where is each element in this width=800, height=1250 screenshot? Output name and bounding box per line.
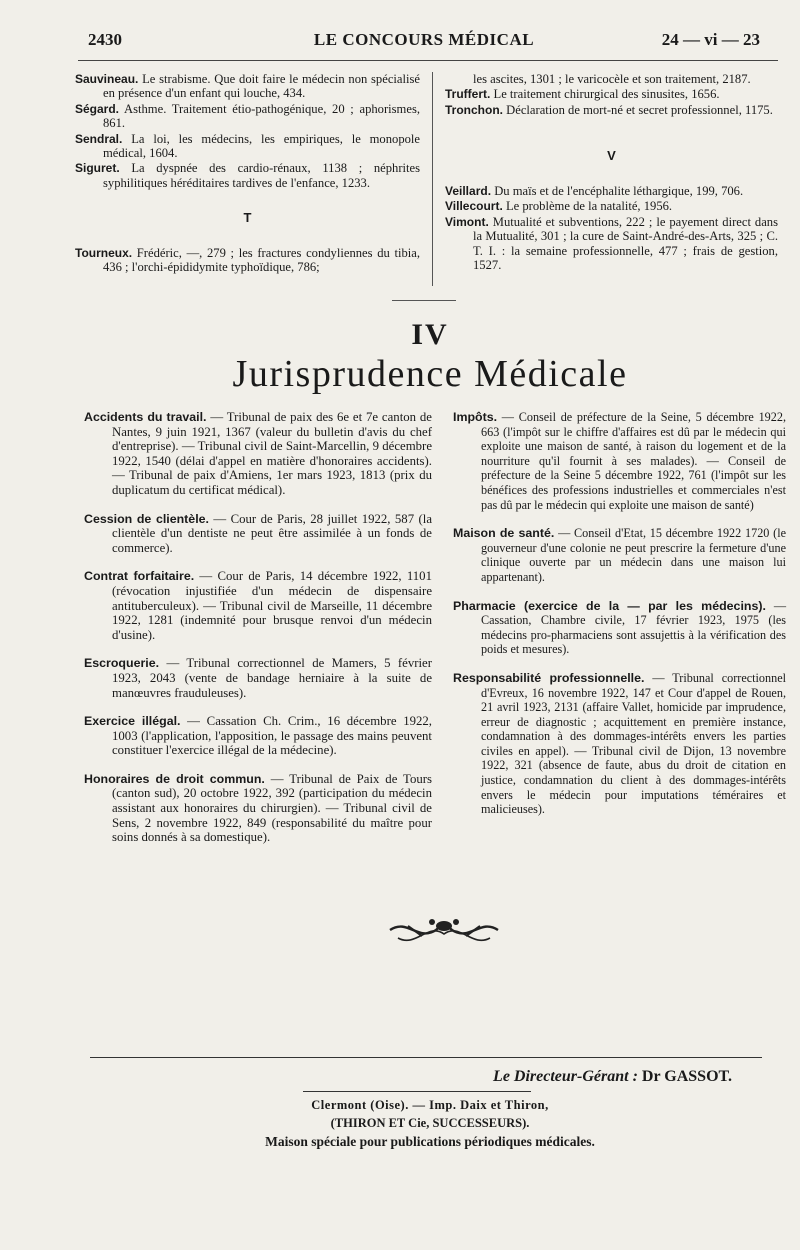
imprint-line-2: (THIRON ET Cie, SUCCESSEURS).: [330, 1116, 530, 1130]
entry-name: Honoraires de droit commun.: [84, 771, 265, 786]
entry-text: Asthme. Traitement étio-pathogénique, 20 ; aphorismes, 861.: [103, 101, 420, 131]
page-number: 2430: [88, 30, 122, 49]
index-left-t-column: [75, 246, 420, 276]
entry-text: Le problème de la natalité, 1956.: [505, 199, 673, 214]
section-title: Jurisprudence Médicale: [232, 353, 628, 395]
jurisprudence-entry: [84, 410, 432, 498]
entry-name: Escroquerie.: [84, 656, 160, 671]
entry-text: — Cassation, Chambre civile, 17 février 1923, 1975 (les médecins pro-pharmaciens sont assujettis à la vérification des poids et mesures).: [481, 598, 787, 657]
index-entry: [445, 72, 778, 86]
entry-text: Déclaration de mort-né et secret professionnel, 1175.: [506, 102, 773, 117]
entry-text: — Tribunal de Paix de Tours (canton sud), 20 octobre 1922, 392 (participation du médecin assistant aux honoraires du chirurgien). — Tribunal civil de Sens, 2 novembre 1922, 849 (responsabilité du maître pour soins donnés à sa domestique).: [112, 771, 432, 845]
column-divider-top: [432, 72, 433, 286]
ornament-fleuron: [388, 908, 500, 950]
entry-text: — Conseil de préfecture de la Seine, 5 décembre 1922, 663 (l'impôt sur le chiffre d'affaires est dû par le médecin qui exploite une maison de santé, à raison du logement et de la nourriture qu'il fournit à ses malades). — Conseil de préfecture de la Seine 5 décembre 1922, 761 (l'impôt sur les bénéfices des professions industrielles et commerciales n'est pas dû par le médecin qui exploite une maison de santé): [481, 410, 786, 512]
entry-name: Contrat forfaitaire.: [84, 569, 195, 584]
header-rule: [78, 60, 778, 61]
index-entry: [75, 102, 420, 131]
entry-text: Frédéric, —, 279 ; les fractures condyliennes du tibia, 436 ; l'orchi-épididymite typhoïdique, 786;: [103, 246, 420, 275]
entry-name: Maison de santé.: [453, 526, 555, 541]
index-left-column: [75, 72, 420, 191]
entry-text: — Conseil d'Etat, 15 décembre 1922 1720 (le gouverneur d'une colonie ne peut prescrire la fermeture d'une clinique ouverte par un médecin dans une maison lui appartenant).: [481, 526, 787, 584]
index-entry: [75, 246, 420, 275]
section-number: IV: [411, 318, 449, 351]
jurisprudence-entry: [84, 714, 432, 758]
jurisprudence-entry: [84, 772, 432, 845]
entry-name: Vimont.: [445, 214, 489, 229]
entry-name: Responsabilité professionnelle.: [453, 670, 645, 685]
index-right-column: [445, 72, 778, 118]
imprint-line-1: Clermont (Oise). — Imp. Daix et Thiron,: [311, 1098, 549, 1112]
entry-text: — Tribunal correctionnel de Mamers, 5 février 1923, 2043 (vente de bandage herniaire à la suite de manœuvres frauduleuses).: [112, 656, 433, 700]
entry-name: Cession de clientèle.: [84, 511, 209, 526]
jurisprudence-left-column: [84, 410, 432, 859]
director-name: Dr GASSOT.: [641, 1068, 732, 1085]
entry-text: Le strabisme. Que doit faire le médecin non spécialisé en présence d'un enfant qui louche, 434.: [103, 72, 420, 101]
jurisprudence-entry: [84, 569, 432, 642]
jurisprudence-entry: [453, 526, 786, 584]
jurisprudence-entry: [453, 671, 786, 817]
letter-heading-v: V: [607, 148, 616, 163]
entry-name: Ségard.: [75, 101, 120, 116]
imprint-line-3: Maison spéciale pour publications périodiques médicales.: [265, 1134, 595, 1149]
footer-rule: [90, 1057, 762, 1058]
running-header: [88, 30, 760, 54]
entry-name: Sauvineau.: [75, 72, 139, 86]
entry-text: — Tribunal correctionnel d'Evreux, 16 novembre 1922, 147 et Cour d'appel de Rouen, 21 avril 1923, 2131 (affaire Vallet, homicide par imprudence, erreur de diagnostic ; acquittement en première instance, condamnation à des dommages-intérêts envers les parties civiles en appel). — Tribunal civil de Dijon, 13 novembre 1922, 321 (absence de faute, abus du droit de citation en justice, condamnation du client à des dommages-intérêts envers le médecin pour imputations téméraires et malicieuses).: [481, 670, 787, 817]
jurisprudence-entry: [453, 410, 786, 512]
index-entry: [75, 161, 420, 190]
index-entry: [75, 72, 420, 101]
entry-text: — Tribunal de paix des 6e et 7e canton de Nantes, 9 juin 1921, 1367 (valeur du bulletin d'avis du chef d'entreprise). — Tribunal civil de Saint-Marcellin, 9 décembre 1922, 1540 (délai d'appel en matière d'honoraires accidents). — Tribunal de paix d'Amiens, 1er mars 1923, 1813 (prix du duplicatum du certificat médical).: [112, 410, 432, 497]
entry-text: les ascites, 1301 ; le varicocèle et son traitement, 2187.: [473, 72, 751, 86]
entry-name: Pharmacie (exercice de la — par les médecins).: [453, 598, 766, 613]
entry-text: Du maïs et de l'encéphalite léthargique, 199, 706.: [494, 184, 744, 198]
index-entry: [445, 87, 778, 101]
journal-title: LE CONCOURS MÉDICAL: [313, 30, 535, 49]
entry-name: Tourneux.: [75, 246, 133, 260]
entry-name: Impôts.: [453, 410, 498, 424]
jurisprudence-entry: [453, 599, 786, 657]
entry-name: Tronchon.: [445, 102, 503, 117]
entry-name: Accidents du travail.: [84, 410, 207, 424]
entry-text: — Cassation Ch. Crim., 16 décembre 1922, 1003 (l'application, l'apposition, le passage des mains peuvent constituer l'exercice illégal de la médecine).: [112, 714, 432, 758]
entry-name: Siguret.: [75, 161, 120, 176]
entry-text: — Cour de Paris, 28 juillet 1922, 587 (la clientèle d'un dentiste ne peut être assimilée à un fonds de commerce).: [112, 511, 432, 555]
issue-date: 24 — vi — 23: [661, 30, 760, 49]
jurisprudence-entry: [84, 656, 432, 700]
entry-name: Veillard.: [445, 184, 492, 198]
entry-name: Exercice illégal.: [84, 714, 181, 729]
entry-text: Mutualité et subventions, 222 ; le payement direct dans la Mutualité, 301 ; la cure de Saint-André-des-Arts, 325 ; C. T. I. : la semaine professionnelle, 477 ; frais de gestion, 1527.: [473, 214, 778, 273]
index-entry: [75, 132, 420, 161]
entry-name: Sendral.: [75, 131, 123, 146]
entry-text: La loi, les médecins, les empiriques, le monopole médical, 1604.: [103, 131, 421, 161]
entry-name: Villecourt.: [445, 199, 503, 214]
index-entry: [445, 215, 778, 273]
director-label: Le Directeur-Gérant :: [493, 1068, 638, 1085]
index-entry: [445, 103, 778, 117]
jurisprudence-entry: [84, 512, 432, 556]
director-signature: [493, 1068, 732, 1086]
jurisprudence-right-column: [453, 410, 786, 831]
entry-text: — Cour de Paris, 14 décembre 1922, 1101 (révocation injustifiée d'un médecin de dispensaire antituberculeux). — Tribunal civil de Marseille, 11 décembre 1922, 1281 (indemnité pour brusque renvoi d'un médecin d'usine).: [112, 569, 432, 642]
index-entry: [445, 184, 778, 198]
index-entry: [445, 199, 778, 213]
entry-name: Truffert.: [445, 87, 491, 102]
index-right-v-column: [445, 184, 778, 273]
letter-heading-t: T: [243, 210, 252, 225]
entry-text: Le traitement chirurgical des sinusites, 1656.: [493, 87, 720, 102]
section-separator: [392, 300, 456, 301]
imprint-rule: [303, 1091, 531, 1092]
entry-text: La dyspnée des cardio-rénaux, 1138 ; néphrites syphilitiques héréditaires tardives de l'enfance, 1233.: [103, 161, 420, 190]
